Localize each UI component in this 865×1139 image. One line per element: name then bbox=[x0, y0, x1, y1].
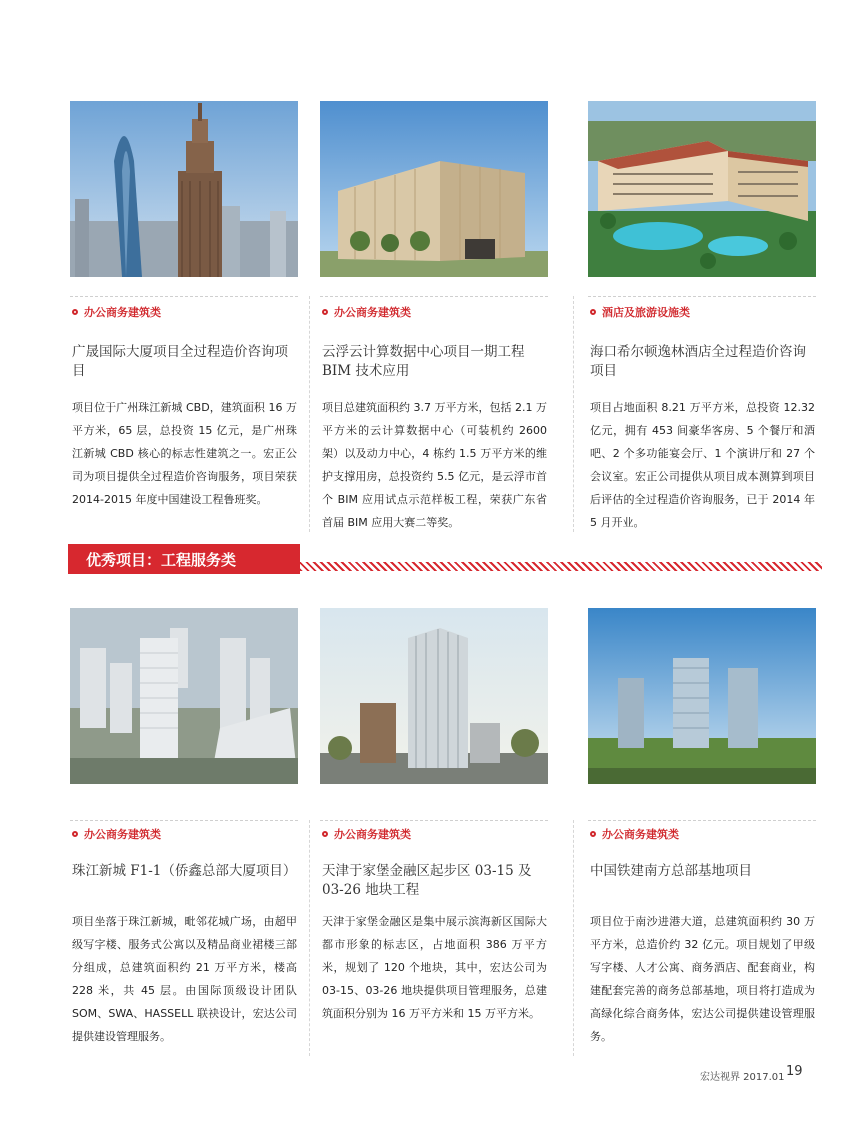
card-divider bbox=[588, 296, 816, 298]
category-label: 办公商务建筑类 bbox=[602, 828, 679, 841]
project-title: 海口希尔顿逸林酒店全过程造价咨询项目 bbox=[590, 344, 806, 379]
circle-bullet-icon bbox=[590, 309, 596, 315]
category-label: 办公商务建筑类 bbox=[84, 828, 161, 841]
circle-bullet-icon bbox=[590, 831, 596, 837]
column-separator bbox=[573, 820, 574, 1056]
photo-haikou-hilton bbox=[588, 101, 816, 277]
project-title: 天津于家堡金融区起步区 03-15 及 03-26 地块工程 bbox=[322, 863, 532, 898]
project-title: 中国铁建南方总部基地项目 bbox=[590, 863, 752, 879]
category-tag bbox=[72, 826, 161, 842]
column-separator bbox=[309, 820, 310, 1056]
project-description: 项目占地面积 8.21 万平方米，总投资 12.32 亿元，拥有 453 间豪华客房、5 个餐厅和酒吧、2 个多功能宴会厅、1 个演讲厅和 27 个会议室。宏正公司提供从项目成本测算到项目后评估的全过程造价咨询服务，已于 2014 年 5 月开业。 bbox=[590, 401, 815, 529]
category-label: 酒店及旅游设施类 bbox=[602, 306, 690, 319]
circle-bullet-icon bbox=[322, 309, 328, 315]
project-description: 天津于家堡金融区是集中展示滨海新区国际大都市形象的标志区，占地面积 386 万平方米，规划了 120 个地块，其中，宏达公司为 03-15、03-26 地块提供项目管理服务，总建筑面积分别为 16 万平方米和 15 万平方米。 bbox=[322, 915, 547, 1020]
category-tag bbox=[590, 304, 690, 320]
project-description: 项目总建筑面积约 3.7 万平方米，包括 2.1 万平方米的云计算数据中心（可装机约 2600 架）以及动力中心，4 栋约 1.5 万平方米的维护支撑用房，总投资约 5.5 亿元，是云浮市首个 BIM 应用试点示范样板工程，荣获广东省首届 BIM 应用大赛二等奖。 bbox=[322, 401, 547, 529]
category-tag bbox=[72, 304, 161, 320]
circle-bullet-icon bbox=[72, 831, 78, 837]
project-title: 广晟国际大厦项目全过程造价咨询项目 bbox=[72, 344, 288, 379]
category-tag bbox=[322, 826, 411, 842]
publication-footer: 宏达视界 2017.01 bbox=[700, 1072, 785, 1083]
category-label: 办公商务建筑类 bbox=[334, 828, 411, 841]
card-divider bbox=[320, 296, 548, 298]
photo-guangsheng-tower bbox=[70, 101, 298, 277]
category-tag bbox=[322, 304, 411, 320]
card-divider bbox=[70, 820, 298, 822]
column-separator bbox=[573, 296, 574, 532]
project-description: 项目位于广州珠江新城 CBD，建筑面积 16 万平方米，65 层，总投资 15 亿元，是广州珠江新城 CBD 核心的标志性建筑之一。宏正公司为项目提供全过程造价咨询服务，项目荣获 2014-2015 年度中国建设工程鲁班奖。 bbox=[72, 401, 297, 506]
category-label: 办公商务建筑类 bbox=[334, 306, 411, 319]
circle-bullet-icon bbox=[72, 309, 78, 315]
photo-yunfu-data-center bbox=[320, 101, 548, 277]
card-divider bbox=[588, 820, 816, 822]
project-title: 珠江新城 F1-1（侨鑫总部大厦项目） bbox=[72, 863, 297, 879]
page-number: 19 bbox=[786, 1064, 803, 1079]
category-tag bbox=[590, 826, 679, 842]
project-title: 云浮云计算数据中心项目一期工程 BIM 技术应用 bbox=[322, 344, 525, 379]
project-description: 项目坐落于珠江新城，毗邻花城广场，由超甲级写字楼、服务式公寓以及精品商业裙楼三部分组成，总建筑面积约 21 万平方米，楼高 228 米，共 45 层。由国际顶级设计团队 SOM、SWA、HASSELL 联袂设计，宏达公司提供建设管理服务。 bbox=[72, 915, 297, 1043]
project-description: 项目位于南沙进港大道，总建筑面积约 30 万平方米，总造价约 32 亿元。项目规划了甲级写字楼、人才公寓、商务酒店、配套商业，构建配套完善的商务总部基地，项目将打造成为高绿化综合商务体，宏达公司提供建设管理服务。 bbox=[590, 915, 815, 1043]
card-divider bbox=[70, 296, 298, 298]
photo-crcc-south-hq bbox=[588, 608, 816, 784]
category-label: 办公商务建筑类 bbox=[84, 306, 161, 319]
column-separator bbox=[309, 296, 310, 532]
circle-bullet-icon bbox=[322, 831, 328, 837]
banner-hatch-stripe bbox=[300, 562, 822, 571]
section-banner: 优秀项目：工程服务类 bbox=[68, 544, 300, 574]
card-divider bbox=[320, 820, 548, 822]
photo-zhujiang-f1-1 bbox=[70, 608, 298, 784]
photo-tianjin-yujiapu bbox=[320, 608, 548, 784]
